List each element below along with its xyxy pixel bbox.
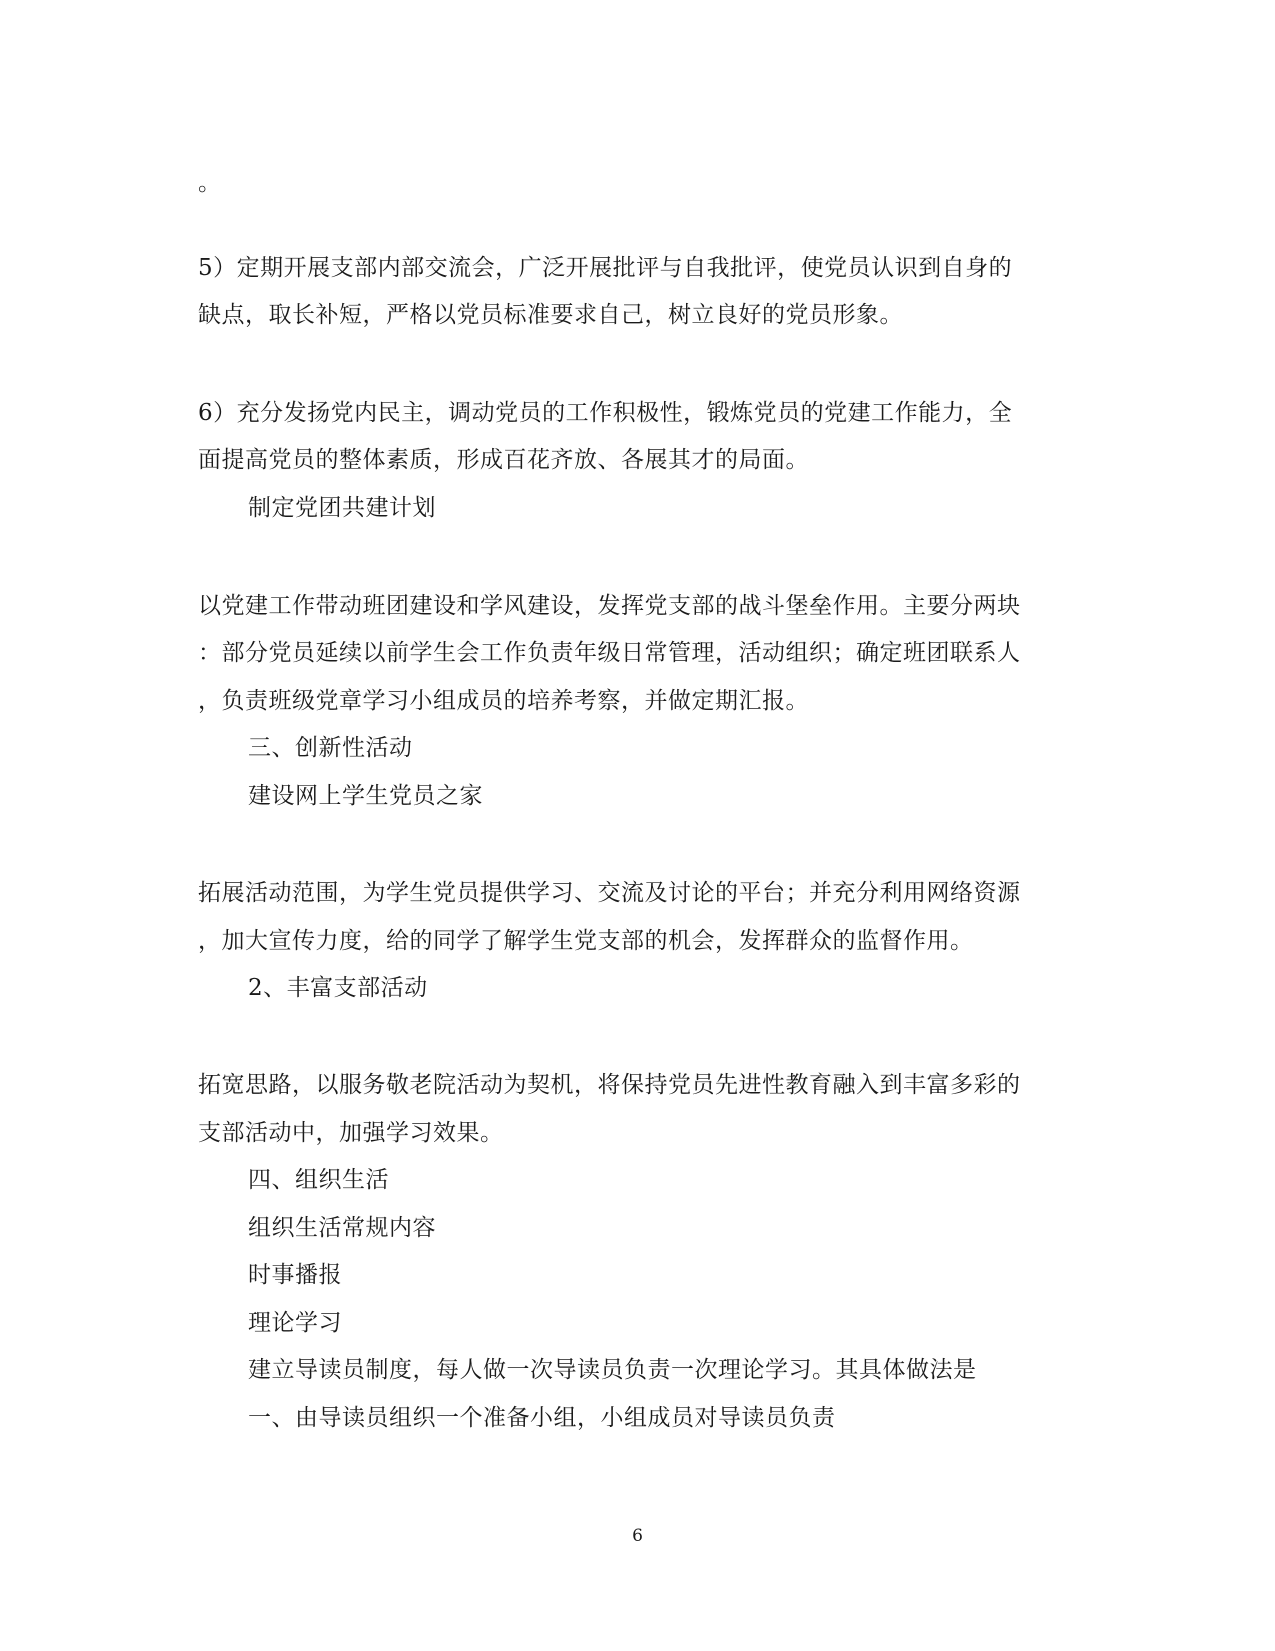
text-line: 缺点，取长补短，严格以党员标准要求自己，树立良好的党员形象。 xyxy=(198,302,903,328)
text-line: 建立导读员制度，每人做一次导读员负责一次理论学习。其具体做法是 xyxy=(248,1357,977,1383)
text-line: 组织生活常规内容 xyxy=(248,1215,436,1241)
section-heading: 四、组织生活 xyxy=(248,1167,389,1193)
text-line: 时事播报 xyxy=(248,1262,342,1288)
text-line: 理论学习 xyxy=(248,1310,342,1336)
section-heading: 建设网上学生党员之家 xyxy=(248,783,483,809)
section-heading: 2、丰富支部活动 xyxy=(248,975,428,1001)
text-line: 一、由导读员组织一个准备小组，小组成员对导读员负责 xyxy=(248,1405,836,1431)
text-line: 面提高党员的整体素质，形成百花齐放、各展其才的局面。 xyxy=(198,447,809,473)
page-number: 6 xyxy=(632,1526,643,1546)
text-line: 6）充分发扬党内民主，调动党员的工作积极性，锻炼党员的党建工作能力，全 xyxy=(198,400,1013,426)
section-heading: 制定党团共建计划 xyxy=(248,495,436,521)
text-line: 以党建工作带动班团建设和学风建设，发挥党支部的战斗堡垒作用。主要分两块 xyxy=(198,593,1021,619)
text-line: 5）定期开展支部内部交流会，广泛开展批评与自我批评，使党员认识到自身的 xyxy=(198,255,1013,281)
text-line: 拓宽思路，以服务敬老院活动为契机，将保持党员先进性教育融入到丰富多彩的 xyxy=(198,1072,1021,1098)
text-line: 。 xyxy=(198,170,222,196)
section-heading: 三、创新性活动 xyxy=(248,735,413,761)
text-line: ，加大宣传力度，给的同学了解学生党支部的机会，发挥群众的监督作用。 xyxy=(198,928,974,954)
text-line: ：部分党员延续以前学生会工作负责年级日常管理，活动组织；确定班团联系人 xyxy=(198,640,1021,666)
text-line: ，负责班级党章学习小组成员的培养考察，并做定期汇报。 xyxy=(198,688,809,714)
text-line: 支部活动中，加强学习效果。 xyxy=(198,1120,504,1146)
text-line: 拓展活动范围，为学生党员提供学习、交流及讨论的平台；并充分利用网络资源 xyxy=(198,880,1021,906)
